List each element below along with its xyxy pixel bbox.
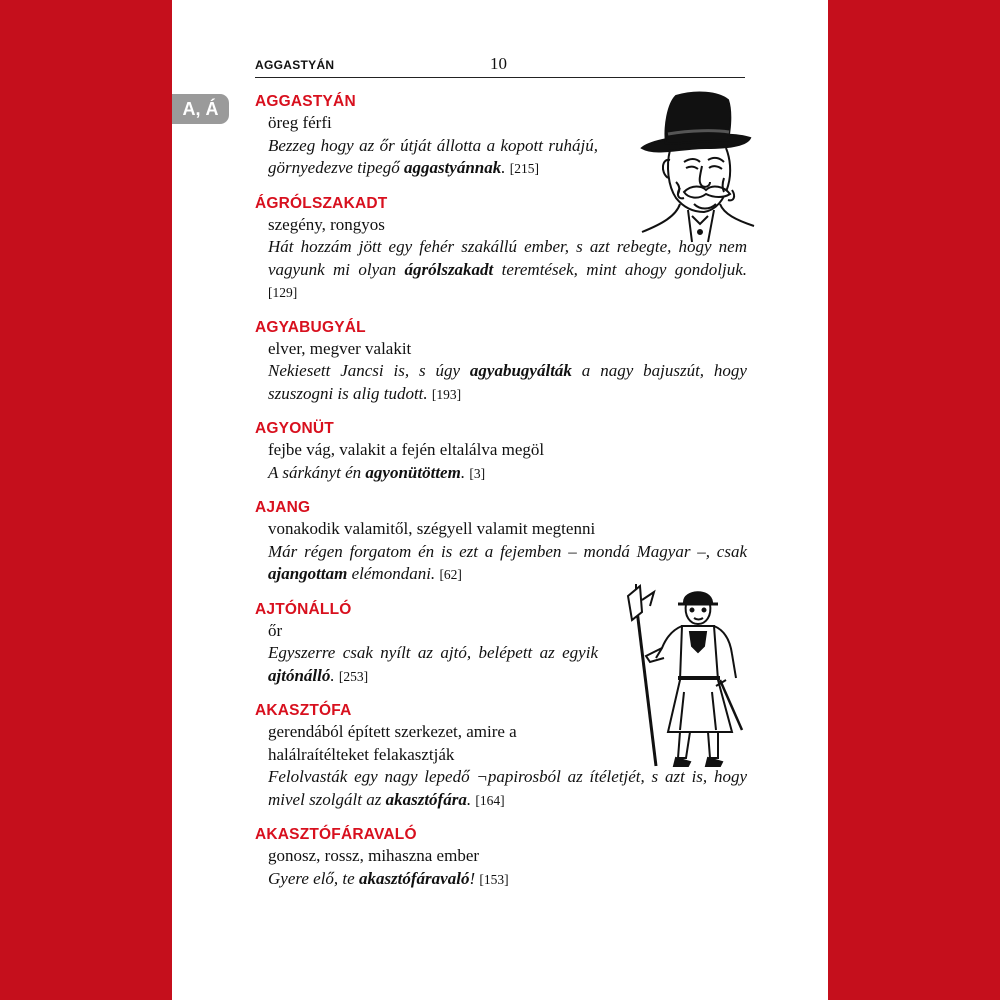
running-head: AGGASTYÁN — [255, 58, 335, 72]
headword: ÁGRÓLSZAKADT — [255, 194, 388, 212]
definition: őr — [268, 620, 283, 640]
definition: szegény, rongyos — [268, 214, 385, 234]
example-text-end: elémondani. — [347, 564, 436, 583]
example — [268, 541, 747, 587]
source-reference: [3] — [469, 465, 486, 481]
definition: fejbe vág, valakit a fején eltalálva megöl — [268, 440, 545, 459]
headword: AGYABUGYÁL — [255, 318, 366, 336]
source-reference: [253] — [338, 668, 369, 684]
source-reference: [215] — [509, 161, 539, 176]
example-text: Nekiesett Jancsi is, s úgy — [268, 361, 470, 380]
source-reference: [164] — [475, 792, 505, 808]
source-reference: [153] — [479, 871, 509, 887]
example-text-end: . — [466, 789, 472, 809]
example-text: Egyszerre csak nyílt az ajtó, belépett az egyik — [268, 643, 598, 662]
example-text: Felolvasták egy nagy lepedő ¬papirosból az ítéletjét, s azt is, hogy mivel szolgált az — [268, 767, 747, 809]
example-keyword: agyonütöttem — [365, 462, 461, 482]
definition: elver, megver valakit — [268, 338, 412, 358]
example-text-end: . — [460, 462, 466, 482]
example — [268, 462, 747, 486]
entry-akasztofa — [255, 700, 747, 812]
definition: öreg férfi — [268, 113, 332, 132]
source-reference: [62] — [439, 567, 462, 582]
example-text-end: . — [501, 158, 506, 177]
example-text-end: a nagy bajuszút, hogy szuszogni is alig tudott. — [268, 361, 747, 403]
example — [268, 766, 747, 812]
example-keyword: akasztófáravaló — [358, 868, 470, 888]
example-text: A sárkányt én — [268, 462, 366, 482]
example-text: Hát hozzám jött egy fehér szakállú ember, s azt rebegte, hogy nem vagyunk mi olyan — [268, 237, 747, 279]
example-keyword: agyabugyálták — [469, 361, 572, 380]
example-keyword: ágrólszakadt — [404, 259, 494, 279]
example-text: Bezzeg hogy az őr útját állotta a kopott ruhájú, görnyedezve tipegő — [268, 135, 598, 177]
definition: gerendából épített szerkezet, amire a halálraítélteket felakasztják — [268, 722, 517, 764]
example — [268, 642, 598, 688]
example — [268, 360, 747, 406]
entry-aggastyan — [255, 91, 747, 181]
example-keyword: aggastyánnak — [403, 158, 502, 177]
example-keyword: ajtónálló — [268, 665, 331, 685]
source-reference: [129] — [268, 285, 298, 300]
example-text-end: teremtések, mint ahogy gondoljuk. — [493, 259, 748, 279]
source-reference: [193] — [431, 386, 462, 402]
entry-agrolszakadt — [255, 193, 747, 305]
example — [268, 236, 747, 305]
example — [268, 135, 598, 181]
headword: AGYONÜT — [255, 420, 334, 437]
headword: AJTÓNÁLLÓ — [255, 600, 352, 618]
example-keyword: ajangottam — [268, 564, 348, 583]
header-rule — [255, 77, 745, 78]
headword: AJANG — [255, 499, 311, 516]
entry-akasztofaravalo — [255, 824, 747, 891]
example-keyword: akasztófára — [385, 789, 467, 809]
page-number: 10 — [490, 54, 507, 73]
dictionary-page — [172, 0, 828, 1000]
entry-ajtonallo — [255, 599, 747, 689]
example-text: Gyere elő, te — [268, 868, 359, 888]
example-text: Már régen forgatom én is ezt a fejemben – mondá Magyar –, csak — [268, 541, 747, 561]
definition: gonosz, rossz, mihaszna ember — [268, 846, 480, 865]
example — [268, 868, 747, 892]
example-text-end: . — [330, 665, 335, 685]
definition: vonakodik valamitől, szégyell valamit megtenni — [268, 519, 596, 538]
entry-agyabugyal — [255, 317, 747, 407]
entry-ajang — [255, 497, 747, 587]
headword: AGGASTYÁN — [255, 93, 356, 110]
headword: AKASZTÓFÁRAVALÓ — [255, 826, 417, 843]
entry-list — [255, 91, 747, 903]
example-text-end: ! — [469, 868, 476, 888]
section-tab[interactable]: A, Á — [172, 94, 229, 124]
headword: AKASZTÓFA — [255, 702, 352, 719]
entry-agyonut — [255, 418, 747, 485]
